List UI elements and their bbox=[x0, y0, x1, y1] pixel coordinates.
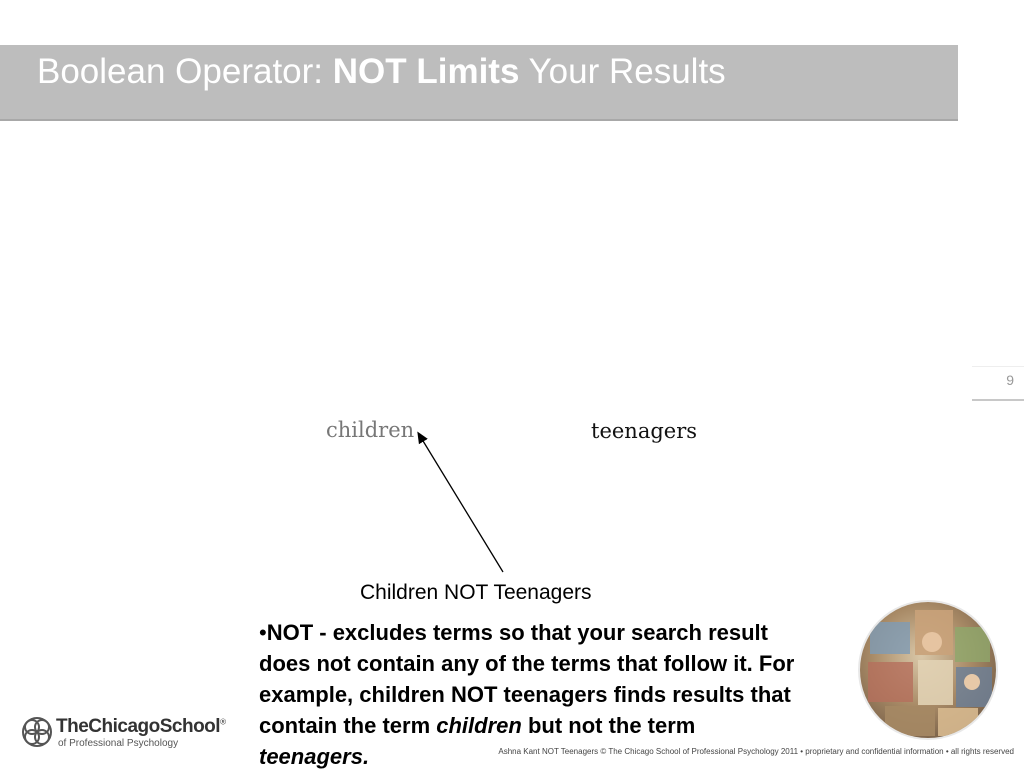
collage-photo bbox=[860, 602, 996, 738]
slide-title bbox=[37, 52, 726, 92]
title-bold: NOT Limits bbox=[332, 52, 520, 91]
term-teenagers: teenagers bbox=[591, 419, 698, 443]
term-children: children bbox=[326, 418, 415, 442]
logo-mark-icon bbox=[20, 713, 54, 751]
logo-registered: ® bbox=[220, 717, 226, 727]
bullet-lead: NOT - excludes terms so that your search result does not contain any of the terms that follow it. For example, children NOT teenagers finds results that contain the term bbox=[259, 620, 795, 738]
logo-name-text: TheChicagoSchool bbox=[56, 716, 221, 737]
page-number: 9 bbox=[1006, 372, 1014, 388]
school-logo bbox=[20, 713, 226, 753]
logo-name bbox=[56, 716, 225, 738]
bullet-italic-teenagers: teenagers. bbox=[259, 744, 370, 769]
diagram-caption: Children NOT Teenagers bbox=[360, 581, 592, 604]
page-number-box bbox=[972, 366, 1024, 401]
footer-copyright: Ashna Kant NOT Teenagers © The Chicago School of Professional Psychology 2011 • proprietary and confidential information • all rights reserved bbox=[498, 747, 1014, 756]
bullet-middle: but not the term bbox=[521, 713, 696, 738]
title-suffix: Your Results bbox=[519, 52, 726, 91]
title-prefix: Boolean Operator: bbox=[37, 52, 333, 91]
bullet-italic-children: children bbox=[436, 713, 522, 738]
logo-subtitle: of Professional Psychology bbox=[58, 738, 179, 749]
bullet-marker: • bbox=[259, 620, 267, 645]
